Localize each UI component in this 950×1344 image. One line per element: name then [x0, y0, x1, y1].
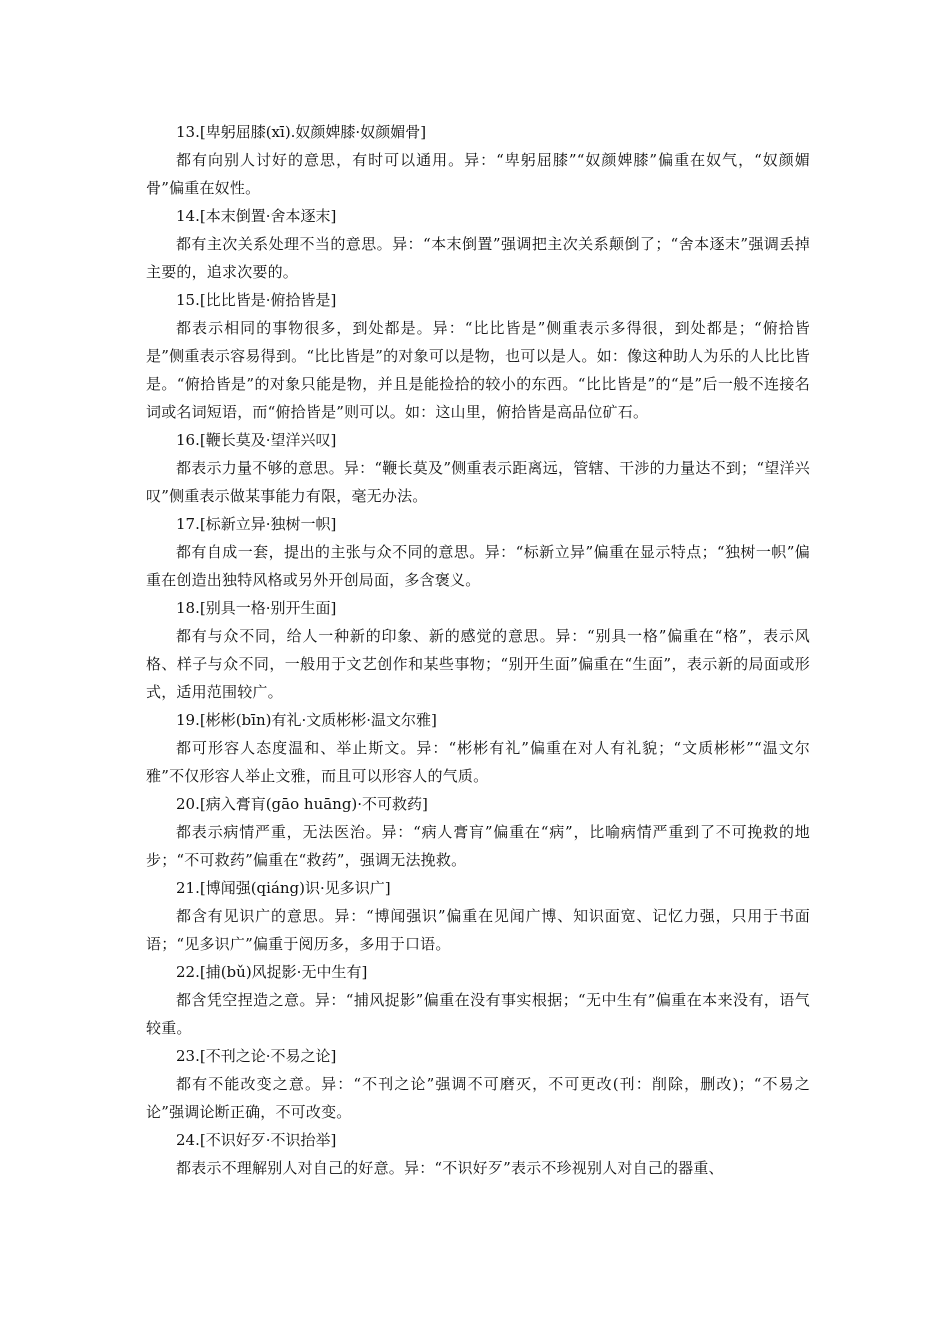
entry-title: 19.[彬彬(bīn)有礼·文质彬彬·温文尔雅] — [176, 711, 437, 729]
entry-title: 24.[不识好歹·不识抬举] — [176, 1131, 337, 1149]
entry-title: 15.[比比皆是·俯拾皆是] — [176, 291, 337, 309]
entry-body: 都有主次关系处理不当的意思。异：“本末倒置”强调把主次关系颠倒了；“舍本逐末”强调丢掉主要的，追求次要的。 — [146, 235, 810, 281]
entry-body: 都可形容人态度温和、举止斯文。异：“彬彬有礼”偏重在对人有礼貌；“文质彬彬”“温文尔雅”不仅形容人举止文雅，而且可以形容人的气质。 — [146, 739, 810, 785]
entry-title: 14.[本末倒置·舍本逐末] — [176, 207, 337, 225]
entry — [146, 874, 810, 958]
entry — [146, 706, 810, 790]
entry-body: 都有与众不同，给人一种新的印象、新的感觉的意思。异：“别具一格”偏重在“格”，表示风格、样子与众不同，一般用于文艺创作和某些事物；“别开生面”偏重在“生面”，表示新的局面或形式，适用范围较广。 — [146, 627, 810, 701]
entry — [146, 958, 810, 1042]
entry-title: 20.[病入膏肓(gāo huāng)·不可救药] — [176, 795, 428, 813]
entry — [146, 426, 810, 510]
entry-body: 都有自成一套，提出的主张与众不同的意思。异：“标新立异”偏重在显示特点；“独树一帜”偏重在创造出独特风格或另外开创局面，多含褒义。 — [146, 543, 810, 589]
entry-body: 都含凭空捏造之意。异：“捕风捉影”偏重在没有事实根据；“无中生有”偏重在本来没有，语气较重。 — [146, 991, 810, 1037]
entry-body: 都表示病情严重，无法医治。异：“病人膏肓”偏重在“病”，比喻病情严重到了不可挽救的地步；“不可救药”偏重在“救药”，强调无法挽救。 — [146, 823, 810, 869]
document-content — [146, 118, 810, 1182]
entry — [146, 1126, 810, 1182]
entry-body: 都有向别人讨好的意思，有时可以通用。异：“卑躬屈膝”“奴颜婢膝”偏重在奴气，“奴颜媚骨”偏重在奴性。 — [146, 151, 810, 197]
entry — [146, 286, 810, 426]
entry-title: 16.[鞭长莫及·望洋兴叹] — [176, 431, 337, 449]
entry-title: 18.[别具一格·别开生面] — [176, 599, 337, 617]
entry — [146, 790, 810, 874]
entry — [146, 510, 810, 594]
entry-title: 13.[卑躬屈膝(xī).奴颜婢膝·奴颜媚骨] — [176, 123, 427, 141]
entry-title: 22.[捕(bǔ)风捉影·无中生有] — [176, 963, 368, 981]
entry-title: 17.[标新立异·独树一帜] — [176, 515, 337, 533]
entry-body: 都表示相同的事物很多，到处都是。异：“比比皆是”侧重表示多得很，到处都是；“俯拾皆是”侧重表示容易得到。“比比皆是”的对象可以是物，也可以是人。如：像这种助人为乐的人比比皆是。“俯拾皆是”的对象只能是物，并且是能捡拾的较小的东西。“比比皆是”的“是”后一般不连接名词或名词短语，而“俯拾皆是”则可以。如：这山里，俯拾皆是高品位矿石。 — [146, 319, 810, 421]
entry-body: 都有不能改变之意。异：“不刊之论”强调不可磨灭，不可更改(刊：削除，删改)；“不易之论”强调论断正确，不可改变。 — [146, 1075, 810, 1121]
entry-title: 23.[不刊之论·不易之论] — [176, 1047, 337, 1065]
entry — [146, 118, 810, 202]
entry — [146, 594, 810, 706]
entry-body: 都表示力量不够的意思。异：“鞭长莫及”侧重表示距离远，管辖、干涉的力量达不到；“望洋兴叹”侧重表示做某事能力有限，毫无办法。 — [146, 459, 810, 505]
entry — [146, 202, 810, 286]
entry-body: 都表示不理解别人对自己的好意。异：“不识好歹”表示不珍视别人对自己的器重、 — [176, 1159, 724, 1177]
entry-body: 都含有见识广的意思。异：“博闻强识”偏重在见闻广博、知识面宽、记忆力强，只用于书面语；“见多识广”偏重于阅历多，多用于口语。 — [146, 907, 810, 953]
entry — [146, 1042, 810, 1126]
entry-title: 21.[博闻强(qiáng)识·见多识广] — [176, 879, 391, 897]
